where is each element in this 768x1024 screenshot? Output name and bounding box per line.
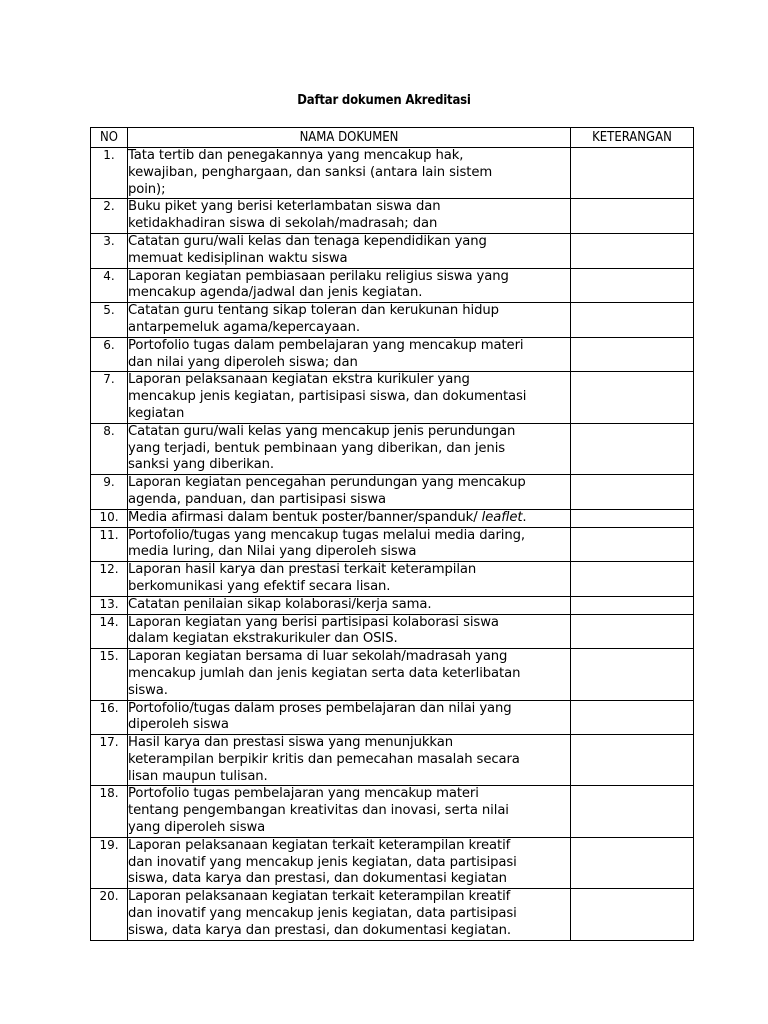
document-name xyxy=(128,509,571,527)
keterangan-cell xyxy=(571,614,694,649)
keterangan-cell xyxy=(571,837,694,888)
table-row xyxy=(91,614,694,649)
document-name-line: agenda, panduan, dan partisipasi siswa xyxy=(128,491,387,507)
table-row xyxy=(91,509,694,527)
table-row xyxy=(91,372,694,423)
document-name-line: Laporan kegiatan bersama di luar sekolah/madrasah yang xyxy=(128,649,508,665)
table-row xyxy=(91,199,694,234)
document-name xyxy=(128,735,571,786)
keterangan-cell xyxy=(571,596,694,614)
document-name-line: Catatan penilaian sikap kolaborasi/kerja sama. xyxy=(128,596,432,612)
keterangan-cell xyxy=(571,148,694,199)
keterangan-cell xyxy=(571,337,694,372)
row-number: 17. xyxy=(91,735,128,786)
table-row xyxy=(91,148,694,199)
document-name xyxy=(128,649,571,700)
keterangan-cell xyxy=(571,372,694,423)
row-number: 7. xyxy=(91,372,128,423)
document-name-line: tentang pengembangan kreativitas dan inovasi, serta nilai xyxy=(128,803,509,819)
table-row xyxy=(91,786,694,837)
row-number: 1. xyxy=(91,148,128,199)
document-name-line: Catatan guru/wali kelas dan tenaga kependidikan yang xyxy=(128,233,487,249)
table-row xyxy=(91,527,694,562)
table-row xyxy=(91,700,694,735)
keterangan-cell xyxy=(571,199,694,234)
document-name-tail: . xyxy=(522,509,527,525)
document-name-line: Tata tertib dan penegakannya yang mencakup hak, xyxy=(128,148,464,163)
document-name xyxy=(128,837,571,888)
document-name xyxy=(128,337,571,372)
document-name xyxy=(128,596,571,614)
document-name xyxy=(128,148,571,199)
document-name-line: yang diperoleh siswa xyxy=(128,820,266,836)
document-name-line: mencakup jenis kegiatan, partisipasi siswa, dan dokumentasi xyxy=(128,389,527,405)
header-no: NO xyxy=(91,128,128,148)
row-number: 13. xyxy=(91,596,128,614)
table-row xyxy=(91,596,694,614)
document-name-line: kewajiban, penghargaan, dan sanksi (antara lain sistem xyxy=(128,164,493,180)
document-name xyxy=(128,268,571,303)
page-title: Daftar dokumen Akreditasi xyxy=(297,93,471,108)
document-name-line: Laporan pelaksanaan kegiatan terkait keterampilan kreatif xyxy=(128,889,511,905)
document-name-line: berkomunikasi yang efektif secara lisan. xyxy=(128,578,391,594)
keterangan-cell xyxy=(571,475,694,510)
keterangan-cell xyxy=(571,527,694,562)
document-name-line: media luring, dan Nilai yang diperoleh siswa xyxy=(128,544,417,560)
document-table xyxy=(90,127,694,941)
document-name-line: diperoleh siswa xyxy=(128,717,229,733)
document-name xyxy=(128,786,571,837)
document-name-line: dan nilai yang diperoleh siswa; dan xyxy=(128,354,358,370)
document-name xyxy=(128,303,571,338)
document-name-line: Portofolio/tugas dalam proses pembelajaran dan nilai yang xyxy=(128,700,512,716)
table-row xyxy=(91,337,694,372)
row-number: 8. xyxy=(91,423,128,474)
row-number: 6. xyxy=(91,337,128,372)
document-name-line: memuat kedisiplinan waktu siswa xyxy=(128,250,348,266)
document-name-line: siswa, data karya dan prestasi, dan dokumentasi kegiatan. xyxy=(128,922,512,938)
table-header-row xyxy=(91,128,694,148)
keterangan-cell xyxy=(571,562,694,597)
document-name-line: Buku piket yang berisi keterlambatan siswa dan xyxy=(128,199,441,215)
table-row xyxy=(91,562,694,597)
document-name xyxy=(128,372,571,423)
row-number: 2. xyxy=(91,199,128,234)
table-row xyxy=(91,303,694,338)
document-name-line: keterampilan berpikir kritis dan pemecahan masalah secara xyxy=(128,751,520,767)
keterangan-cell xyxy=(571,509,694,527)
document-name-italic: leaflet xyxy=(481,509,523,525)
row-number: 3. xyxy=(91,233,128,268)
keterangan-cell xyxy=(571,649,694,700)
row-number: 20. xyxy=(91,889,128,940)
row-number: 10. xyxy=(91,509,128,527)
row-number: 4. xyxy=(91,268,128,303)
document-name-line: mencakup jumlah dan jenis kegiatan serta data keterlibatan xyxy=(128,665,521,681)
header-ket: KETERANGAN xyxy=(571,128,694,148)
row-number: 5. xyxy=(91,303,128,338)
row-number: 15. xyxy=(91,649,128,700)
document-name xyxy=(128,233,571,268)
row-number: 9. xyxy=(91,475,128,510)
keterangan-cell xyxy=(571,268,694,303)
document-name-line: poin); xyxy=(128,181,166,197)
document-name-line: Hasil karya dan prestasi siswa yang menunjukkan xyxy=(128,735,453,751)
document-name-line: Laporan kegiatan pembiasaan perilaku religius siswa yang xyxy=(128,268,509,284)
document-name-line: dan inovatif yang mencakup jenis kegiatan, data partisipasi xyxy=(128,906,517,922)
document-name-line: Portofolio/tugas yang mencakup tugas melalui media daring, xyxy=(128,527,525,543)
keterangan-cell xyxy=(571,786,694,837)
table-row xyxy=(91,837,694,888)
row-number: 16. xyxy=(91,700,128,735)
document-name-line: Portofolio tugas pembelajaran yang mencakup materi xyxy=(128,786,479,802)
document-name-line: Catatan guru/wali kelas yang mencakup jenis perundungan xyxy=(128,423,516,439)
table-row xyxy=(91,268,694,303)
keterangan-cell xyxy=(571,889,694,940)
table-row xyxy=(91,735,694,786)
document-name-line: antarpemeluk agama/kepercayaan. xyxy=(128,319,360,335)
keterangan-cell xyxy=(571,735,694,786)
document-name-line: sanksi yang diberikan. xyxy=(128,457,274,473)
document-name-line: Media afirmasi dalam bentuk poster/banner/spanduk/ xyxy=(128,509,482,525)
table-body xyxy=(91,148,694,941)
table-row xyxy=(91,889,694,940)
table-row xyxy=(91,233,694,268)
document-name xyxy=(128,423,571,474)
document-name-line: Laporan kegiatan yang berisi partisipasi kolaborasi siswa xyxy=(128,614,499,630)
document-name-line: siswa. xyxy=(128,682,168,698)
document-name xyxy=(128,562,571,597)
document-name-line: dan inovatif yang mencakup jenis kegiatan, data partisipasi xyxy=(128,854,517,870)
document-name-line: kegiatan xyxy=(128,405,185,421)
row-number: 19. xyxy=(91,837,128,888)
document-name-line: mencakup agenda/jadwal dan jenis kegiatan. xyxy=(128,285,423,301)
document-name-line: Laporan hasil karya dan prestasi terkait keterampilan xyxy=(128,562,477,578)
document-name-line: Laporan pelaksanaan kegiatan ekstra kurikuler yang xyxy=(128,372,470,388)
keterangan-cell xyxy=(571,423,694,474)
document-name xyxy=(128,527,571,562)
document-name-line: Laporan pelaksanaan kegiatan terkait keterampilan kreatif xyxy=(128,837,511,853)
document-name-line: ketidakhadiran siswa di sekolah/madrasah; dan xyxy=(128,216,438,232)
document-name xyxy=(128,614,571,649)
document-name-line: yang terjadi, bentuk pembinaan yang diberikan, dan jenis xyxy=(128,440,506,456)
document-name-line: Portofolio tugas dalam pembelajaran yang mencakup materi xyxy=(128,337,524,353)
table-row xyxy=(91,423,694,474)
document-name-line: siswa, data karya dan prestasi, dan dokumentasi kegiatan xyxy=(128,871,507,887)
table-row xyxy=(91,649,694,700)
document-name xyxy=(128,475,571,510)
row-number: 18. xyxy=(91,786,128,837)
document-name xyxy=(128,199,571,234)
keterangan-cell xyxy=(571,233,694,268)
row-number: 12. xyxy=(91,562,128,597)
table-row xyxy=(91,475,694,510)
header-name: NAMA DOKUMEN xyxy=(128,128,571,148)
document-name-line: Catatan guru tentang sikap toleran dan kerukunan hidup xyxy=(128,303,499,319)
keterangan-cell xyxy=(571,303,694,338)
document-name-line: Laporan kegiatan pencegahan perundungan yang mencakup xyxy=(128,475,526,491)
document-name-line: lisan maupun tulisan. xyxy=(128,768,268,784)
row-number: 14. xyxy=(91,614,128,649)
document-name-line: dalam kegiatan ekstrakurikuler dan OSIS. xyxy=(128,631,398,647)
document-name xyxy=(128,700,571,735)
keterangan-cell xyxy=(571,700,694,735)
row-number: 11. xyxy=(91,527,128,562)
document-name xyxy=(128,889,571,940)
